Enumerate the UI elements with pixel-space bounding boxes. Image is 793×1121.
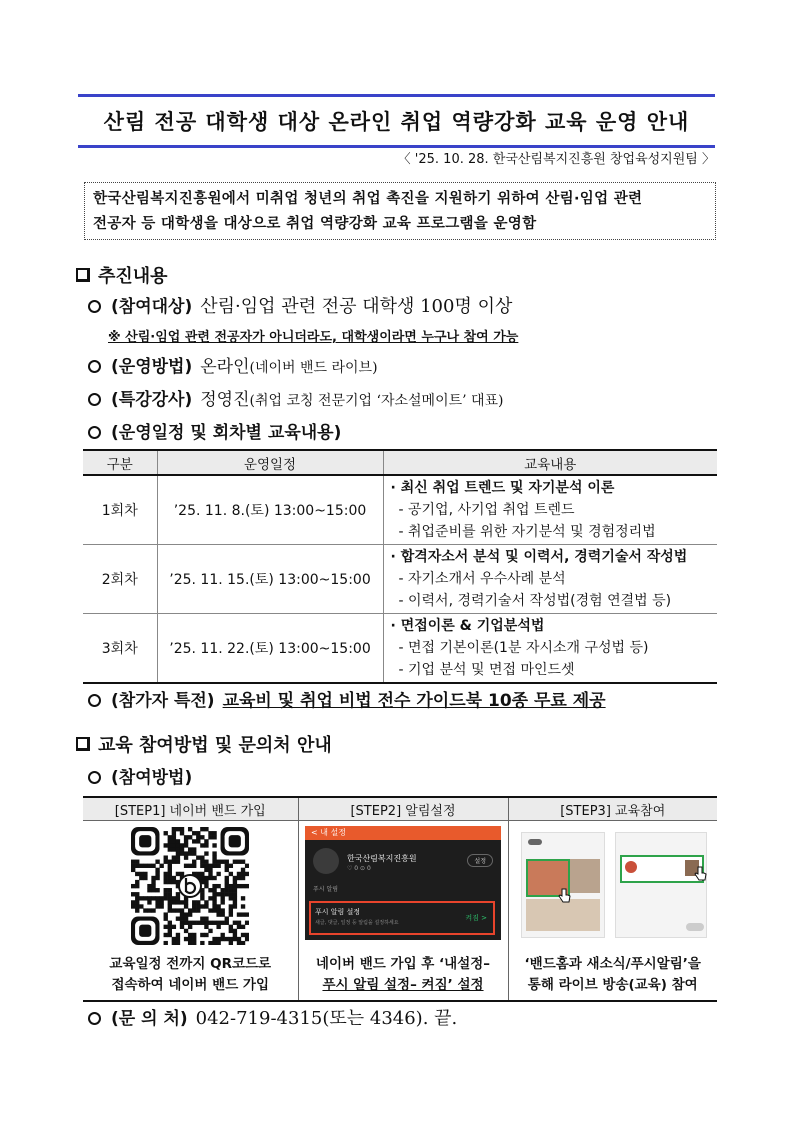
item-detail: (네이버 밴드 라이브): [249, 360, 378, 376]
lecturer-item: [88, 385, 504, 410]
table-header: 구분: [83, 450, 157, 475]
push-setting-title: 푸시 알림 설정: [315, 908, 361, 916]
push-setting-value: 켜짐 >: [465, 914, 487, 922]
item-label: (참여방법): [111, 768, 193, 788]
benefit-value: 교육비 및 취업 비법 전수 가이드북 10종 무료 제공: [222, 691, 606, 711]
circle-bullet-icon: [88, 1012, 101, 1025]
section-heading-1: [76, 262, 168, 288]
org-name: 한국산림복지진흥원: [347, 854, 417, 863]
item-value: 정영진: [200, 390, 250, 410]
intro-line-1: 한국산림복지진흥원에서 미취업 청년의 취업 촉진을 지원하기 위하여 산림·임업 관련: [93, 191, 643, 207]
intro-line-2: 전공자 등 대학생을 대상으로 취업 역량강화 교육 프로그램을 운영함: [93, 216, 537, 232]
steps-header-row: [83, 797, 717, 821]
content-cell: · 최신 취업 트렌드 및 자기분석 이론 - 공기업, 사기업 취업 트렌드 - 취업준비를 위한 자기분석 및 경험정리법: [383, 475, 717, 545]
follower-counts: ♡ 0 ⊙ 0: [347, 865, 371, 872]
phone-screenshot: [305, 826, 501, 940]
table-row: [83, 475, 717, 545]
circle-bullet-icon: [88, 300, 101, 313]
circle-bullet-icon: [88, 393, 101, 406]
step-header: [STEP1] 네이버 밴드 가입: [83, 797, 298, 821]
step1-caption: 교육일정 전까지 QR코드로 접속하여 네이버 밴드 가입: [83, 950, 298, 1001]
circle-bullet-icon: [88, 771, 101, 784]
table-header: 운영일정: [157, 450, 383, 475]
item-label: (운영방법): [111, 357, 193, 377]
method-item: [88, 352, 378, 377]
phone-top-bar: < 내 설정: [305, 826, 501, 840]
pointer-hand-icon: [557, 888, 571, 904]
schedule-table: [83, 449, 717, 684]
square-bullet-icon: [76, 268, 90, 282]
notification-item: [620, 855, 704, 883]
qr-code-icon: [131, 827, 249, 945]
document-title: 산림 전공 대학생 대상 온라인 취업 역량강화 교육 운영 안내: [103, 110, 690, 134]
step2-caption: 네이버 밴드 가입 후 ‘내설정– 푸시 알림 설정– 켜짐’ 설정: [298, 950, 508, 1001]
document-title-box: [78, 94, 715, 148]
date-cell: ’25. 11. 15.(토) 13:00~15:00: [157, 545, 383, 614]
content-cell: · 면접이론 & 기업분석법 - 면접 기본이론(1분 자시소개 구성법 등) - 기업 분석 및 면접 마인드셋: [383, 614, 717, 684]
steps-caption-row: [83, 950, 717, 1001]
session-cell: 1회차: [83, 475, 157, 545]
table-row: [83, 545, 717, 614]
target-item: [88, 292, 512, 318]
table-header: 교육내용: [383, 450, 717, 475]
item-label: (특강강사): [111, 390, 193, 410]
item-label: (운영일정 및 회차별 교육내용): [111, 423, 342, 443]
section-title: 추진내용: [98, 266, 168, 287]
push-setting-row[interactable]: [309, 901, 495, 935]
date-cell: ’25. 11. 8.(토) 13:00~15:00: [157, 475, 383, 545]
step3-caption: ‘밴드홈과 새소식/푸시알림’을 통해 라이브 방송(교육) 참여: [508, 950, 717, 1001]
benefit-item: [88, 686, 606, 711]
step-header: [STEP3] 교육참여: [508, 797, 717, 821]
contact-value: 042-719-4315(또는 4346). 끝.: [195, 1008, 458, 1029]
square-bullet-icon: [76, 737, 90, 751]
table-header-row: [83, 450, 717, 475]
band-home-screen: [521, 832, 605, 938]
session-cell: 3회차: [83, 614, 157, 684]
target-note: ※ 산림·임업 관련 전공자가 아니더라도, 대학생이라면 누구나 참여 가능: [108, 330, 519, 345]
pointer-hand-icon: [693, 866, 707, 882]
item-value: 온라인: [200, 357, 250, 377]
step3-image-cell: [508, 821, 717, 951]
intro-box: [84, 182, 716, 240]
participation-heading: [88, 763, 200, 788]
step2-image-cell: [298, 821, 508, 951]
steps-image-row: [83, 821, 717, 951]
avatar: [313, 848, 339, 874]
date-cell: ’25. 11. 22.(토) 13:00~15:00: [157, 614, 383, 684]
item-label: (문 의 처): [111, 1009, 188, 1029]
content-cell: · 합격자소서 분석 및 이력서, 경력기술서 작성법 - 자기소개서 우수사례 분석 - 이력서, 경력기술서 작성법(경험 연결법 등): [383, 545, 717, 614]
notification-screen: [615, 832, 707, 938]
schedule-heading: [88, 418, 349, 443]
item-label: (참여대상): [111, 297, 193, 317]
section-title: 교육 참여방법 및 문의처 안내: [98, 735, 332, 756]
circle-bullet-icon: [88, 694, 101, 707]
circle-bullet-icon: [88, 360, 101, 373]
section-heading-2: [76, 731, 332, 757]
push-section-label: 푸시 알림: [313, 886, 339, 893]
step1-image-cell: [83, 821, 298, 951]
item-label: (참가자 특전): [111, 691, 215, 711]
band-screenshot: [515, 826, 711, 940]
table-row: [83, 614, 717, 684]
item-value: 산림·임업 관련 전공 대학생 100명 이상: [200, 296, 513, 317]
session-cell: 2회차: [83, 545, 157, 614]
item-detail: (취업 코칭 전문기업 ‘자소설메이트’ 대표): [249, 393, 504, 409]
date-line: 〈 '25. 10. 28. 한국산림복지진흥원 창업육성지원팀 〉: [397, 152, 715, 167]
step-header: [STEP2] 알림설정: [298, 797, 508, 821]
steps-table: [83, 796, 717, 1002]
contact-item: [88, 1004, 457, 1030]
circle-bullet-icon: [88, 426, 101, 439]
push-setting-subtitle: 새글, 댓글, 일정 등 알림을 설정하세요: [315, 920, 399, 926]
settings-button[interactable]: 설정: [467, 854, 493, 867]
